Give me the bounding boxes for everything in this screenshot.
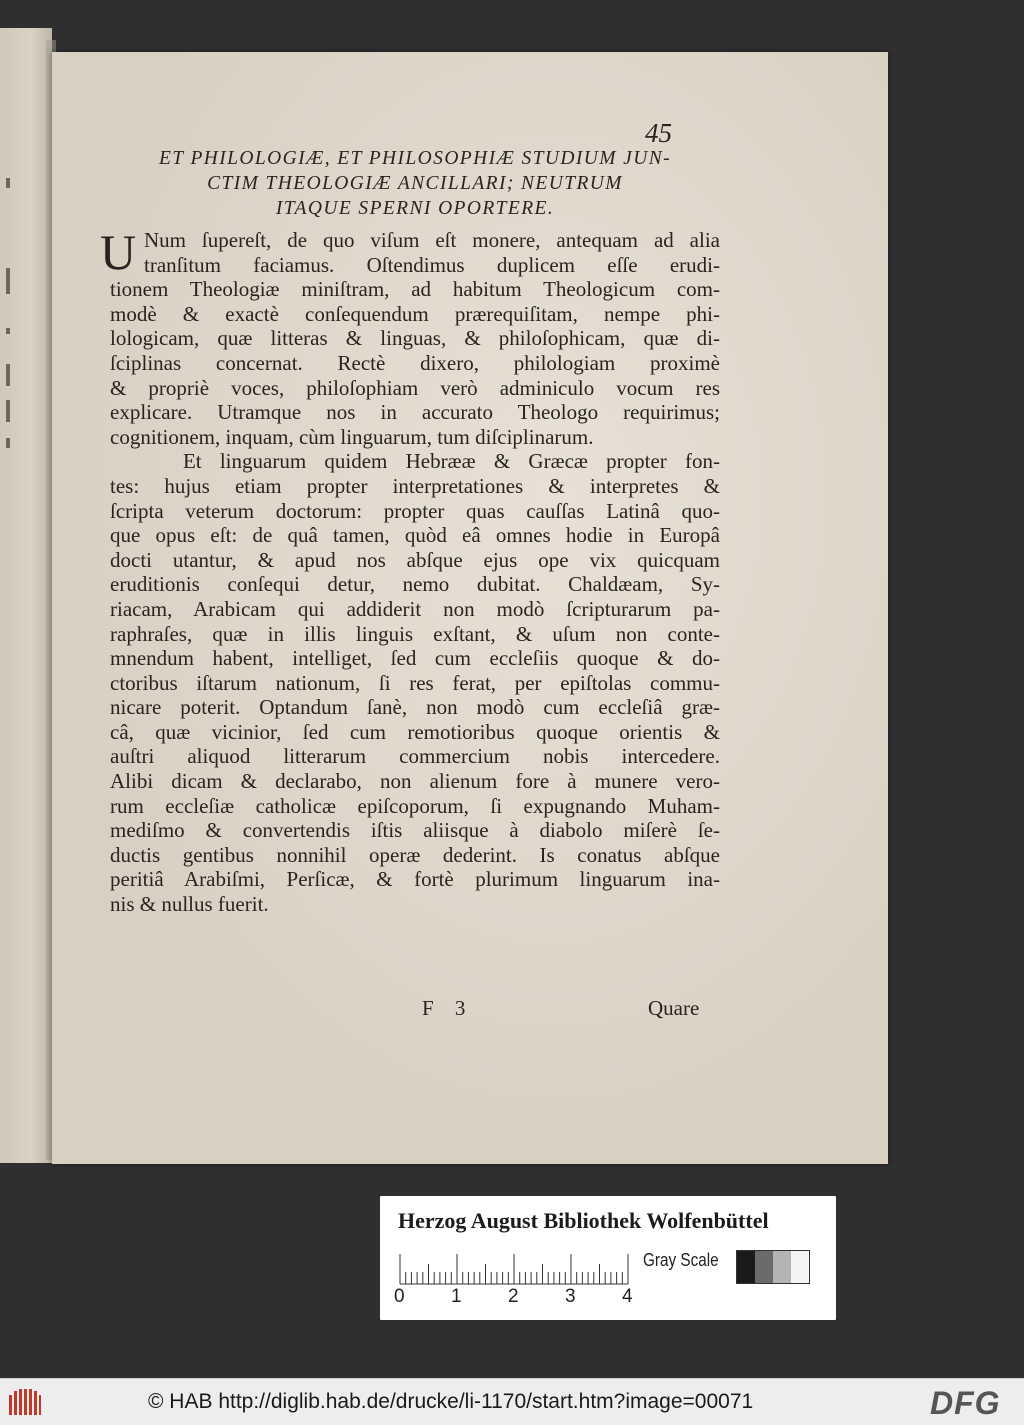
text-line: tes: hujus etiam propter interpretationes & interpretes & — [110, 473, 720, 498]
ruler-number: 1 — [451, 1286, 462, 1307]
ruler-number: 0 — [394, 1286, 405, 1307]
text-line: mnendum habent, intelliget, ſed cum eccleſiis quoque & do- — [110, 646, 720, 671]
body-text — [110, 228, 720, 917]
color-calibration-card — [380, 1196, 836, 1320]
text-line: docti utantur, & apud nos abſque ejus ope vix quicquam — [110, 547, 720, 572]
text-line: ctoribus iſtarum nationum, ſi res ferat, per epiſtolas commu- — [110, 670, 720, 695]
text-line: Alibi dicam & declarabo, non alienum fore à munere vero- — [110, 769, 720, 794]
previous-page-mark — [6, 400, 10, 422]
gray-patch — [791, 1251, 809, 1283]
gray-patch — [773, 1251, 791, 1283]
previous-page-mark — [6, 268, 10, 294]
ruler-number: 4 — [622, 1286, 633, 1307]
text-line: tionem Theologiæ miniſtram, ad habitum Theologicum com- — [110, 277, 720, 302]
text-line: ductis gentibus nonnihil operæ dederint. Is conatus abſque — [110, 842, 720, 867]
previous-page-mark — [6, 438, 10, 448]
previous-page-mark — [6, 328, 10, 334]
page-number: 45 — [645, 118, 672, 148]
ruler-scale — [398, 1248, 630, 1286]
text-line: cognitionem, inquam, cùm linguarum, tum diſciplinarum. — [110, 424, 594, 449]
ruler-number: 2 — [508, 1286, 519, 1307]
library-name: Herzog August Bibliothek Wolfenbüttel — [398, 1208, 769, 1233]
ruler-number: 3 — [565, 1286, 576, 1307]
heading-line: CTIM THEOLOGIÆ ANCILLARI; NEUTRUM — [207, 173, 623, 194]
previous-page-mark — [6, 364, 10, 386]
dfg-logo: DFG — [930, 1385, 1001, 1421]
text-line: raphraſes, quæ in illis linguis exſtant, & uſum non conte- — [110, 621, 720, 646]
gray-scale-patches — [736, 1250, 810, 1284]
text-line: eruditionis conſequi detur, nemo dubitat. Chaldæam, Sy- — [110, 572, 720, 597]
text-line: mediſmo & convertendis iſtis aliisque à diabolo miſerè ſe- — [110, 818, 720, 843]
text-line: rum eccleſiæ catholicæ epiſcoporum, ſi expugnando Muham- — [110, 793, 720, 818]
text-line: tranſitum faciamus. Oſtendimus duplicem eſſe erudi- — [144, 252, 720, 277]
text-line: auſtri aliquod litterarum commercium nobis intercedere. — [110, 744, 720, 769]
text-line: ſciplinas concernat. Rectè dixero, philologiam proximè — [110, 350, 720, 375]
text-line: lologicam, quæ litteras & linguas, & philoſophicam, quæ di- — [110, 326, 720, 351]
gray-patch — [737, 1251, 755, 1283]
previous-page-mark — [6, 178, 10, 188]
previous-page-edge — [0, 28, 52, 1163]
catchword: Quare — [648, 996, 700, 1020]
text-line: câ, quæ vicinior, ſed cum remotioribus quoque orientis & — [110, 719, 720, 744]
gray-patch — [755, 1251, 773, 1283]
signature-mark: F 3 — [422, 996, 474, 1020]
text-line: peritiâ Arabiſmi, Perſicæ, & fortè plurimum linguarum ina- — [110, 867, 720, 892]
source-url[interactable]: © HAB http://diglib.hab.de/drucke/li-1170/start.htm?image=00071 — [148, 1390, 754, 1413]
text-line: riacam, Arabicam qui addiderit non modò ſcripturarum pa- — [110, 596, 720, 621]
text-line: ſcripta veterum doctorum: propter quas cauſſas Latinâ quo- — [110, 498, 720, 523]
text-line: modè & exactè conſequendum prærequiſitam, nempe phi- — [110, 301, 720, 326]
text-line: & propriè voces, philoſophiam verò adminiculo vocum res — [110, 375, 720, 400]
footer-bar — [0, 1378, 1024, 1425]
text-line: que opus eſt: de quâ tamen, quòd eâ omnes hodie in Europâ — [110, 523, 720, 548]
text-line: Num ſupereſt, de quo viſum eſt monere, antequam ad alia — [144, 228, 720, 252]
first-lines — [110, 228, 720, 277]
drop-cap: U — [100, 224, 137, 280]
chapter-heading — [112, 146, 718, 221]
text-line: explicare. Utramque nos in accurato Theologo requirimus; — [110, 400, 720, 425]
heading-line: ITAQUE SPERNI OPORTERE. — [275, 198, 555, 219]
hab-logo-icon — [8, 1387, 42, 1417]
gray-scale-label: Gray Scale — [643, 1250, 719, 1270]
text-line: nis & nullus fuerit. — [110, 892, 269, 917]
text-line: Et linguarum quidem Hebrææ & Græcæ propter fon- — [110, 449, 720, 474]
text-line: nicare poterit. Optandum ſanè, non modò cum eccleſiâ græ- — [110, 695, 720, 720]
heading-line: ET PHILOLOGIÆ, ET PHILOSOPHIÆ STUDIUM JUN- — [158, 148, 671, 169]
